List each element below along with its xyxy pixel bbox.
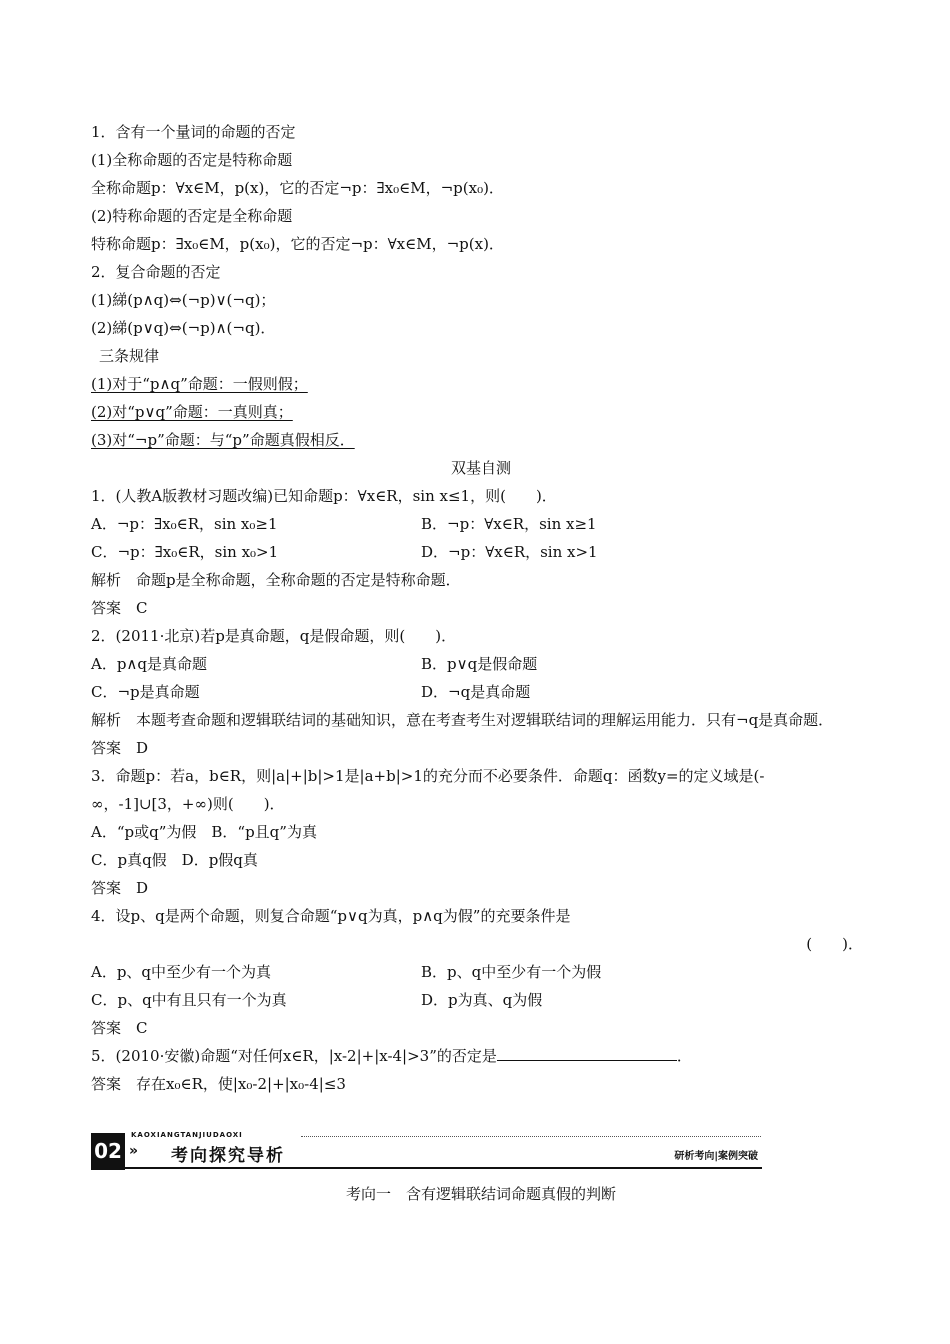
document-body bbox=[91, 118, 871, 1098]
option-c: C．¬p：∃x₀∈R，sin x₀>1 bbox=[91, 543, 279, 561]
option-b: B．p∨q是假命题 bbox=[421, 655, 538, 673]
option-d: D．p为真、q为假 bbox=[421, 991, 543, 1009]
rule-item: (1)对于“p∧q”命题：一假则假； bbox=[91, 375, 308, 393]
question-3-answer: 答案 D bbox=[91, 879, 149, 897]
rule-item: (2)对“p∨q”命题：一真则真； bbox=[91, 403, 293, 421]
question-4-options-ab bbox=[91, 958, 871, 986]
section-number: 02 bbox=[91, 1133, 125, 1170]
option-c: C．¬p是真命题 bbox=[91, 683, 200, 701]
option-b: B．¬p：∀x∈R，sin x≥1 bbox=[421, 515, 597, 533]
question-2-options-ab bbox=[91, 650, 871, 678]
banner-pinyin: KAOXIANGTANJIUDAOXI bbox=[131, 1131, 243, 1139]
selftest-title: 双基自测 bbox=[450, 459, 511, 477]
rules-title: 三条规律 bbox=[99, 347, 160, 365]
question-2-stem: 2．(2011·北京)若p是真命题，q是假命题，则( )． bbox=[91, 627, 457, 645]
question-3-options-cd: C．p真q假 D．p假q真 bbox=[91, 851, 258, 869]
section-banner bbox=[91, 1131, 762, 1169]
heading-compound-negation: 2．复合命题的否定 bbox=[91, 263, 221, 281]
option-d: D．¬q是真命题 bbox=[421, 683, 531, 701]
option-a: A．p、q中至少有一个为真 bbox=[91, 963, 272, 981]
question-1-answer: 答案 C bbox=[91, 599, 148, 617]
question-2-analysis: 解析 本题考查命题和逻辑联结词的基础知识，意在考查考生对逻辑联结词的理解运用能力．只有¬q是真命题． bbox=[91, 711, 834, 729]
question-1-options-ab bbox=[91, 510, 871, 538]
question-2-answer: 答案 D bbox=[91, 739, 149, 757]
question-5-answer: 答案 存在x₀∈R，使|x₀-2|+|x₀-4|≤3 bbox=[91, 1075, 346, 1093]
banner-dotted-rule bbox=[301, 1136, 761, 1137]
text-line: (1)綈(p∧q)⇔(¬p)∨(¬q)； bbox=[91, 291, 276, 309]
question-1-analysis: 解析 命题p是全称命题，全称命题的否定是特称命题． bbox=[91, 571, 461, 589]
question-4-paren: ( )． bbox=[806, 935, 863, 953]
section-title: 考向一 含有逻辑联结词命题真假的判断 bbox=[345, 1185, 616, 1203]
text-line: (1)全称命题的否定是特称命题 bbox=[91, 151, 293, 169]
question-5-stem: 5．(2010·安徽)命题“对任何x∈R，|x-2|+|x-4|>3”的否定是 bbox=[91, 1047, 497, 1065]
rule-item: (3)对“¬p”命题：与“p”命题真假相反． bbox=[91, 431, 355, 449]
question-4-stem: 4．设p、q是两个命题，则复合命题“p∨q为真，p∧q为假”的充要条件是 bbox=[91, 907, 571, 925]
text-line: (2)特称命题的否定是全称命题 bbox=[91, 207, 293, 225]
question-4-answer: 答案 C bbox=[91, 1019, 148, 1037]
question-5-line bbox=[91, 1042, 871, 1070]
answer-blank bbox=[497, 1046, 677, 1061]
option-b: B．p、q中至少有一个为假 bbox=[421, 963, 602, 981]
option-a: A．¬p：∃x₀∈R，sin x₀≥1 bbox=[91, 515, 278, 533]
text-line: 特称命题p：∃x₀∈M，p(x₀)，它的否定¬p：∀x∈M，¬p(x)． bbox=[91, 235, 504, 253]
question-4-options-cd bbox=[91, 986, 871, 1014]
question-2-options-cd bbox=[91, 678, 871, 706]
question-1-stem: 1．(人教A版教材习题改编)已知命题p：∀x∈R，sin x≤1，则( )． bbox=[91, 487, 557, 505]
text-line: (2)綈(p∨q)⇔(¬p)∧(¬q)． bbox=[91, 319, 276, 337]
banner-subtitle: 研析考向|案例突破 bbox=[674, 1151, 758, 1162]
double-chevron-icon: » bbox=[129, 1143, 139, 1159]
heading-quantifier-negation: 1．含有一个量词的命题的否定 bbox=[91, 123, 296, 141]
option-c: C．p、q中有且只有一个为真 bbox=[91, 991, 287, 1009]
banner-title: 考向探究导析 bbox=[171, 1146, 285, 1166]
banner-underline bbox=[91, 1167, 762, 1169]
question-1-options-cd bbox=[91, 538, 871, 566]
text-line: 全称命题p：∀x∈M，p(x)，它的否定¬p：∃x₀∈M，¬p(x₀)． bbox=[91, 179, 504, 197]
question-3-options-ab: A．“p或q”为假 B．“p且q”为真 bbox=[91, 823, 317, 841]
option-d: D．¬p：∀x∈R，sin x>1 bbox=[421, 543, 598, 561]
question-5-end: ． bbox=[676, 1047, 692, 1065]
question-3-stem: 3．命题p：若a，b∈R，则|a|+|b|>1是|a+b|>1的充分而不必要条件．命题q：函数y=的定义域是(-∞，-1]∪[3，+∞)则( )． bbox=[91, 767, 765, 813]
option-a: A．p∧q是真命题 bbox=[91, 655, 208, 673]
